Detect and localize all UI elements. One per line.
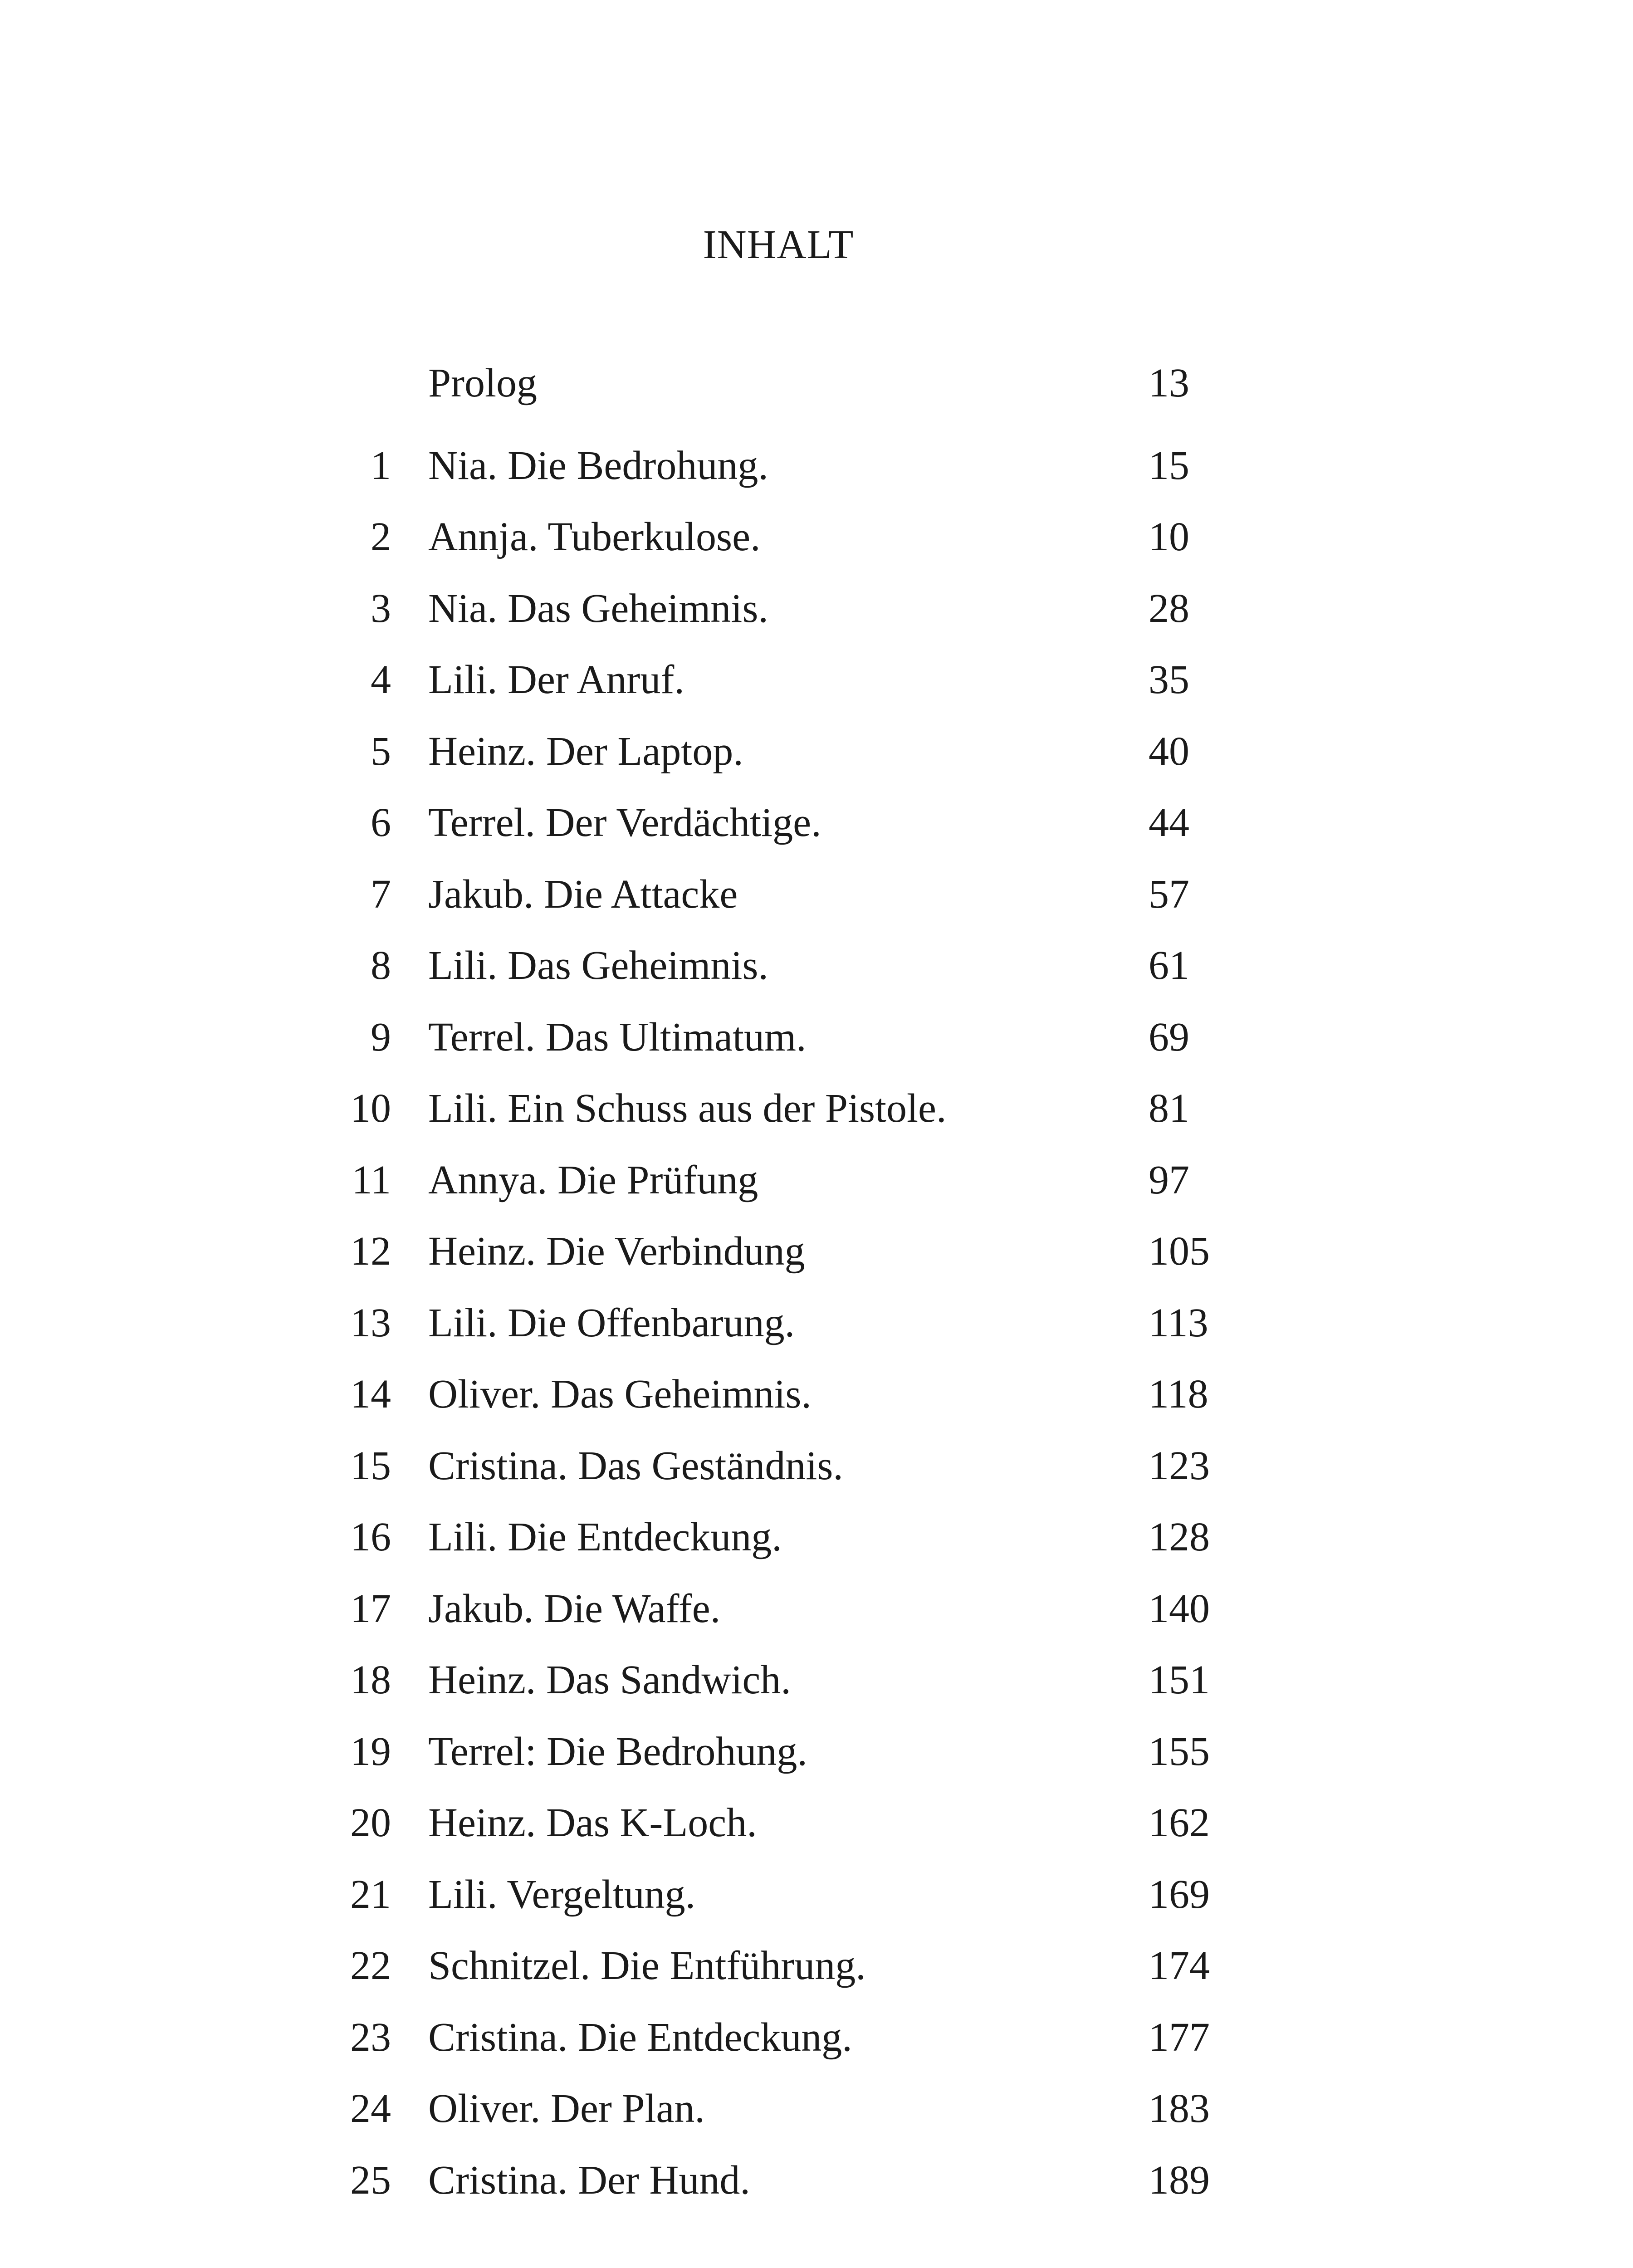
- page-number: 123: [1149, 1443, 1210, 1488]
- toc-entry-prolog: [0, 354, 1633, 413]
- chapter-number: 3: [371, 586, 391, 631]
- toc-entry: [0, 436, 1633, 495]
- chapter-title: Oliver. Der Plan.: [428, 2086, 705, 2131]
- toc-entry: [0, 722, 1633, 781]
- chapter-number: 20: [350, 1800, 391, 1845]
- page-number: 183: [1149, 2086, 1210, 2131]
- chapter-number: 16: [350, 1515, 391, 1559]
- page-number: 174: [1149, 1943, 1210, 1988]
- toc-entry: [0, 1365, 1633, 1424]
- chapter-title: Terrel. Der Verdächtige.: [428, 800, 821, 845]
- page-number: 155: [1149, 1729, 1210, 1774]
- chapter-title: Lili. Die Entdeckung.: [428, 1515, 782, 1559]
- page-number: 69: [1149, 1015, 1189, 1060]
- page-number: 113: [1149, 1300, 1208, 1345]
- chapter-title: Heinz. Die Verbindung: [428, 1229, 805, 1274]
- page-number: 169: [1149, 1872, 1210, 1917]
- page-number: 177: [1149, 2015, 1210, 2060]
- page-number: 13: [1149, 361, 1189, 406]
- page-number: 10: [1149, 514, 1189, 559]
- chapter-title: Cristina. Die Entdeckung.: [428, 2015, 852, 2060]
- toc-entry: [0, 2151, 1633, 2210]
- toc-entry: [0, 1151, 1633, 1210]
- chapter-title: Annja. Tuberkulose.: [428, 514, 761, 559]
- chapter-title: Lili. Die Offenbarung.: [428, 1300, 795, 1345]
- toc-entry: [0, 865, 1633, 924]
- chapter-number: 22: [350, 1943, 391, 1988]
- chapter-number: 10: [350, 1086, 391, 1131]
- toc-entry: [0, 1008, 1633, 1067]
- chapter-title: Prolog: [428, 361, 538, 406]
- toc-entry: [0, 1936, 1633, 1995]
- page-number: 44: [1149, 800, 1189, 845]
- toc-entry: [0, 1437, 1633, 1496]
- chapter-title: Nia. Das Geheimnis.: [428, 586, 768, 631]
- chapter-title: Lili. Vergeltung.: [428, 1872, 696, 1917]
- chapter-title: Heinz. Das K-Loch.: [428, 1800, 757, 1845]
- page-number: 81: [1149, 1086, 1189, 1131]
- chapter-number: 18: [350, 1657, 391, 1702]
- page-number: 40: [1149, 729, 1189, 774]
- chapter-number: 15: [350, 1443, 391, 1488]
- chapter-number: 11: [352, 1158, 391, 1202]
- toc-entry: [0, 1079, 1633, 1138]
- chapter-number: 2: [371, 514, 391, 559]
- page-number: 128: [1149, 1515, 1210, 1559]
- page-number: 140: [1149, 1586, 1210, 1631]
- page-number: 118: [1149, 1372, 1208, 1417]
- toc-entry: [0, 1508, 1633, 1567]
- page-number: 189: [1149, 2158, 1210, 2203]
- page-number: 105: [1149, 1229, 1210, 1274]
- toc-entry: [0, 650, 1633, 709]
- chapter-title: Lili. Ein Schuss aus der Pistole.: [428, 1086, 947, 1131]
- chapter-title: Jakub. Die Attacke: [428, 872, 738, 917]
- page-number: 28: [1149, 586, 1189, 631]
- page-number: 61: [1149, 943, 1189, 988]
- chapter-title: Cristina. Der Hund.: [428, 2158, 750, 2203]
- toc-entry: [0, 1579, 1633, 1638]
- chapter-title: Jakub. Die Waffe.: [428, 1586, 721, 1631]
- toc-entry: [0, 508, 1633, 567]
- chapter-number: 4: [371, 657, 391, 702]
- toc-entry: [0, 936, 1633, 995]
- chapter-number: 1: [371, 443, 391, 488]
- chapter-number: 14: [350, 1372, 391, 1417]
- chapter-number: 25: [350, 2158, 391, 2203]
- toc-entry: [0, 579, 1633, 638]
- chapter-title: Cristina. Das Geständnis.: [428, 1443, 843, 1488]
- chapter-number: 21: [350, 1872, 391, 1917]
- chapter-number: 13: [350, 1300, 391, 1345]
- toc-entry: [0, 1865, 1633, 1924]
- page-number: 162: [1149, 1800, 1210, 1845]
- page-number: 57: [1149, 872, 1189, 917]
- chapter-number: 17: [350, 1586, 391, 1631]
- chapter-title: Schnitzel. Die Entführung.: [428, 1943, 866, 1988]
- chapter-number: 12: [350, 1229, 391, 1274]
- page-number: 35: [1149, 657, 1189, 702]
- page-number: 97: [1149, 1158, 1189, 1202]
- chapter-number: 5: [371, 729, 391, 774]
- chapter-number: 9: [371, 1015, 391, 1060]
- chapter-title: Heinz. Der Laptop.: [428, 729, 743, 774]
- toc-entry: [0, 793, 1633, 852]
- toc-entry: [0, 1294, 1633, 1353]
- page-title: INHALT: [703, 222, 854, 267]
- chapter-title: Nia. Die Bedrohung.: [428, 443, 768, 488]
- chapter-title: Lili. Der Anruf.: [428, 657, 684, 702]
- toc-entry: [0, 2008, 1633, 2067]
- page-number: 151: [1149, 1657, 1210, 1702]
- chapter-title: Oliver. Das Geheimnis.: [428, 1372, 812, 1417]
- chapter-title: Annya. Die Prüfung: [428, 1158, 758, 1202]
- toc-entry: [0, 1722, 1633, 1781]
- chapter-title: Terrel. Das Ultimatum.: [428, 1015, 807, 1060]
- chapter-title: Lili. Das Geheimnis.: [428, 943, 768, 988]
- toc-entry: [0, 1222, 1633, 1281]
- chapter-number: 6: [371, 800, 391, 845]
- chapter-number: 7: [371, 872, 391, 917]
- chapter-number: 24: [350, 2086, 391, 2131]
- toc-entry: [0, 1794, 1633, 1853]
- chapter-number: 23: [350, 2015, 391, 2060]
- toc-entry: [0, 2079, 1633, 2138]
- chapter-title: Heinz. Das Sandwich.: [428, 1657, 791, 1702]
- chapter-title: Terrel: Die Bedrohung.: [428, 1729, 807, 1774]
- page-number: 15: [1149, 443, 1189, 488]
- toc-entry: [0, 1651, 1633, 1710]
- chapter-number: 8: [371, 943, 391, 988]
- chapter-number: 19: [350, 1729, 391, 1774]
